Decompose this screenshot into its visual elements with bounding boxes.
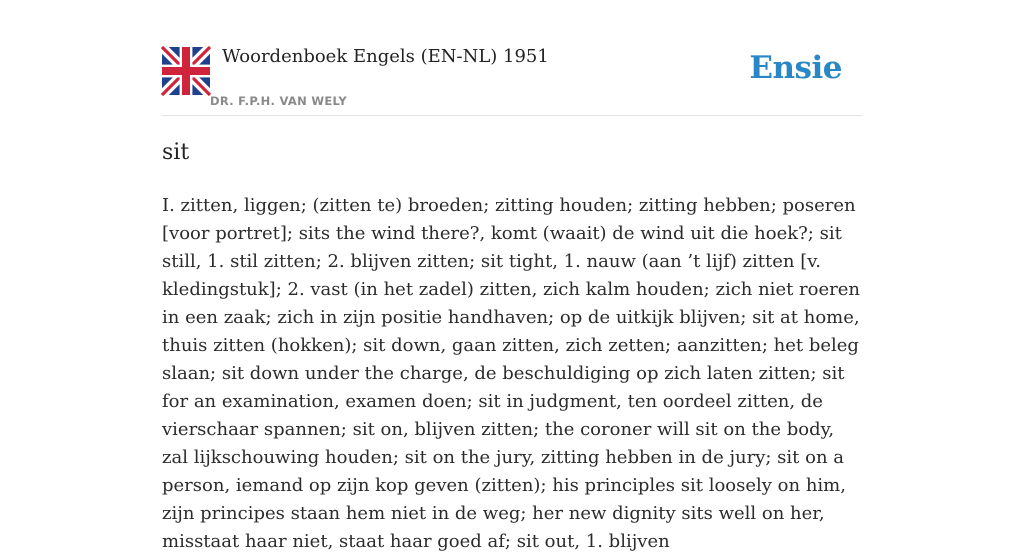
dictionary-title[interactable]: Woordenboek Engels (EN-NL) 1951 xyxy=(222,46,549,67)
ensie-logo-link[interactable]: Ensie xyxy=(749,50,842,86)
entry-definition: I. zitten, liggen; (zitten te) broeden; zitting houden; zitting hebben; poseren [voor portret]; sits the wind there?, komt (waait) de wind uit die hoek?; sit still, 1. stil zitten; 2. blijven zitten; sit tight, 1. nauw (aan ’t lijf) zitten [v. kledingstuk]; 2. vast (in het zadel) zitten, zich kalm houden; zich niet roeren in een zaak; zich in zijn positie handhaven; op de uitkijk blijven; sit at home, thuis zitten (hokken); sit down, gaan zitten, zich zetten; aanzitten; het beleg slaan; sit down under the charge, de beschuldiging op zich laten zitten; sit for an examination, examen doen; sit in judgment, ten oordeel zitten, de vierschaar spannen; sit on, blijven zitten; the coroner will sit on the body, zal lijkschouwing houden; sit on the jury, zitting hebben in de jury; sit on a person, iemand op zijn kop geven (zitten); his principles sit loosely on him, zijn principes staan hem niet in de weg; her new dignity sits well on her, misstaat haar niet, staat haar goed af; sit out, 1. blijven xyxy=(162,195,860,552)
entry-headword: sit xyxy=(162,140,190,165)
dictionary-header xyxy=(162,0,862,116)
uk-flag-icon xyxy=(162,47,210,95)
dictionary-author: DR. F.P.H. VAN WELY xyxy=(210,94,347,108)
